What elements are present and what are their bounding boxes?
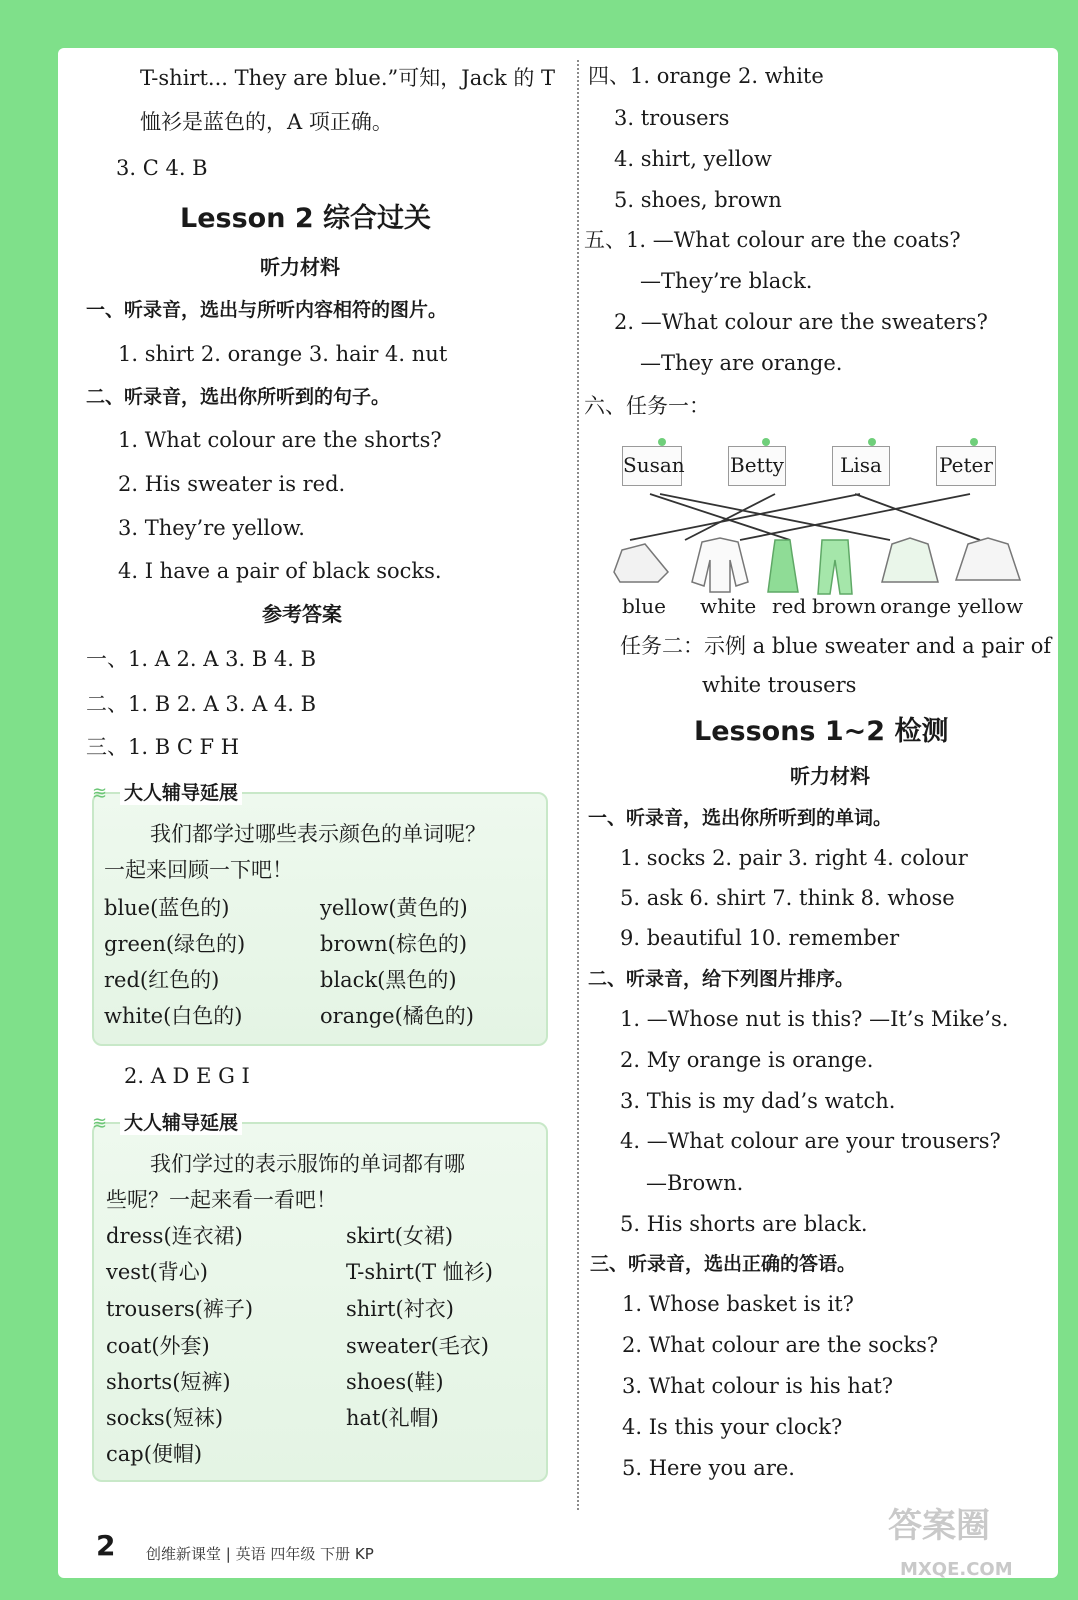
answer-row-3: 三、1. B C F H <box>86 735 240 759</box>
clothes-word: sweater(毛衣) <box>346 1334 489 1358</box>
pin-icon <box>658 438 978 446</box>
test-listening-heading: 听力材料 <box>790 764 870 788</box>
colour-word: yellow(黄色的) <box>320 896 468 920</box>
section-5-row-2a: 2. —What colour are the sweaters? <box>614 310 988 334</box>
column-divider <box>577 60 579 1510</box>
name-tag: Peter <box>936 446 996 486</box>
clothes-word: hat(礼帽) <box>346 1406 439 1430</box>
lesson-title: Lesson 2 综合过关 <box>180 203 432 234</box>
task-2-line-1: 任务二：示例 a blue sweater and a pair of <box>620 634 1052 658</box>
test-q2-title: 二、听录音，给下列图片排序。 <box>588 968 855 990</box>
book-info: 创维新课堂 | 英语 四年级 下册 KP <box>146 1545 374 1563</box>
test-title: Lessons 1~2 检测 <box>694 716 949 747</box>
clothes-word: T-shirt(T 恤衫) <box>346 1260 493 1284</box>
test-q1-row: 9. beautiful 10. remember <box>620 926 900 950</box>
colour-word: green(绿色的) <box>104 932 246 956</box>
test-q2-item: 5. His shorts are black. <box>620 1212 868 1236</box>
test-q1-row: 5. ask 6. shirt 7. think 8. whose <box>620 886 955 910</box>
watermark-logo: 答案圈 <box>888 1506 990 1546</box>
clothes-word: shirt(衬衣) <box>346 1297 454 1321</box>
colour-label: white <box>700 594 757 618</box>
clothes-word: shoes(鞋) <box>346 1370 444 1394</box>
answer-line-3-4: 3. C 4. B <box>116 156 208 180</box>
test-q2-item: —Brown. <box>646 1171 744 1195</box>
test-q3-item: 5. Here you are. <box>622 1456 795 1480</box>
answer-row-1: 一、1. A 2. A 3. B 4. B <box>86 647 317 671</box>
jacket-icon <box>882 538 938 582</box>
section-6-title: 六、任务一： <box>584 394 710 418</box>
answer-row-4: 2. A D E G I <box>124 1064 250 1088</box>
colour-word: brown(棕色的) <box>320 932 468 956</box>
name-tag: Lisa <box>832 446 890 486</box>
colour-label: yellow <box>958 594 1024 618</box>
name-tag: Betty <box>728 446 786 486</box>
colour-label: blue <box>622 594 666 618</box>
clothes-word: cap(便帽) <box>106 1442 203 1466</box>
coat-icon <box>614 544 668 582</box>
question-2-item: 4. I have a pair of black socks. <box>118 559 442 583</box>
colour-label: brown <box>812 594 877 618</box>
tip-box-intro-2: 些呢？一起来看一看吧！ <box>106 1188 337 1212</box>
tip-box-intro-2: 一起来回顾一下吧！ <box>104 858 293 882</box>
match-line <box>650 494 790 540</box>
question-2-item: 2. His sweater is red. <box>118 472 346 496</box>
tip-box-intro-1: 我们都学过哪些表示颜色的单词呢？ <box>150 822 486 846</box>
section-5-row-1b: —They’re black. <box>640 269 813 293</box>
shirt-icon <box>692 538 748 592</box>
test-q2-item: 1. —Whose nut is this? —It’s Mike’s. <box>620 1007 1009 1031</box>
section-5-row-2b: —They are orange. <box>640 351 843 375</box>
question-1-items: 1. shirt 2. orange 3. hair 4. nut <box>118 342 448 366</box>
trousers-icon <box>818 540 852 594</box>
test-q2-item: 2. My orange is orange. <box>620 1048 874 1072</box>
question-2-title: 二、听录音，选出你所听到的句子。 <box>86 386 391 408</box>
colour-word: black(黑色的) <box>320 968 457 992</box>
colour-word: red(红色的) <box>104 968 220 992</box>
clothes-word: shorts(短裤) <box>106 1370 231 1394</box>
continued-line-1: T-shirt... They are blue.”可知，Jack 的 T <box>140 66 556 90</box>
answer-row-2: 二、1. B 2. A 3. A 4. B <box>86 692 317 716</box>
listening-heading: 听力材料 <box>260 255 340 279</box>
section-4-row-4: 4. shirt, yellow <box>614 147 772 171</box>
test-q1-title: 一、听录音，选出你所听到的单词。 <box>588 807 893 829</box>
test-q2-item: 3. This is my dad’s watch. <box>620 1089 896 1113</box>
page-number: 2 <box>96 1529 116 1562</box>
wave-icon: ≋ <box>92 783 108 804</box>
test-q1-row: 1. socks 2. pair 3. right 4. colour <box>620 846 968 870</box>
section-4-row-1: 四、1. orange 2. white <box>588 64 824 88</box>
tip-box-title: 大人辅导延展 <box>120 778 242 805</box>
wave-icon: ≋ <box>92 1113 108 1134</box>
tip-box-intro-1: 我们学过的表示服饰的单词都有哪 <box>150 1152 465 1176</box>
sweater-icon <box>956 538 1020 580</box>
test-q3-item: 3. What colour is his hat? <box>622 1374 894 1398</box>
match-line <box>855 494 980 540</box>
test-q3-item: 1. Whose basket is it? <box>622 1292 854 1316</box>
task-2-line-2: white trousers <box>702 673 857 697</box>
section-4-row-3: 3. trousers <box>614 106 730 130</box>
test-q3-title: 三、听录音，选出正确的答语。 <box>590 1253 857 1275</box>
colour-word: blue(蓝色的) <box>104 896 230 920</box>
clothes-word: skirt(女裙) <box>346 1224 454 1248</box>
clothes-word: trousers(裤子) <box>106 1297 254 1321</box>
continued-line-2: 恤衫是蓝色的，A 项正确。 <box>140 110 393 134</box>
section-5-row-1a: 五、1. —What colour are the coats? <box>584 228 961 252</box>
colour-label: orange <box>880 594 952 618</box>
test-q2-item: 4. —What colour are your trousers? <box>620 1129 1001 1153</box>
name-tag: Susan <box>622 446 682 486</box>
clothes-word: coat(外套) <box>106 1334 210 1358</box>
clothes-word: dress(连衣裙) <box>106 1224 243 1248</box>
colour-label: red <box>772 594 807 618</box>
match-line <box>630 494 860 540</box>
colour-word: white(白色的) <box>104 1004 243 1028</box>
watermark-site: MXQE.COM <box>900 1559 1013 1580</box>
tip-box-title: 大人辅导延展 <box>120 1108 242 1135</box>
answers-heading: 参考答案 <box>262 602 342 626</box>
question-2-item: 3. They’re yellow. <box>118 516 305 540</box>
test-q3-item: 2. What colour are the socks? <box>622 1333 939 1357</box>
clothes-word: vest(背心) <box>106 1260 208 1284</box>
question-2-item: 1. What colour are the shorts? <box>118 428 442 452</box>
clothes-word: socks(短袜) <box>106 1406 224 1430</box>
test-q3-item: 4. Is this your clock? <box>622 1415 843 1439</box>
question-1-title: 一、听录音，选出与所听内容相符的图片。 <box>86 299 448 321</box>
dress-icon <box>768 540 798 592</box>
colour-word: orange(橘色的) <box>320 1004 474 1028</box>
section-4-row-5: 5. shoes, brown <box>614 188 782 212</box>
